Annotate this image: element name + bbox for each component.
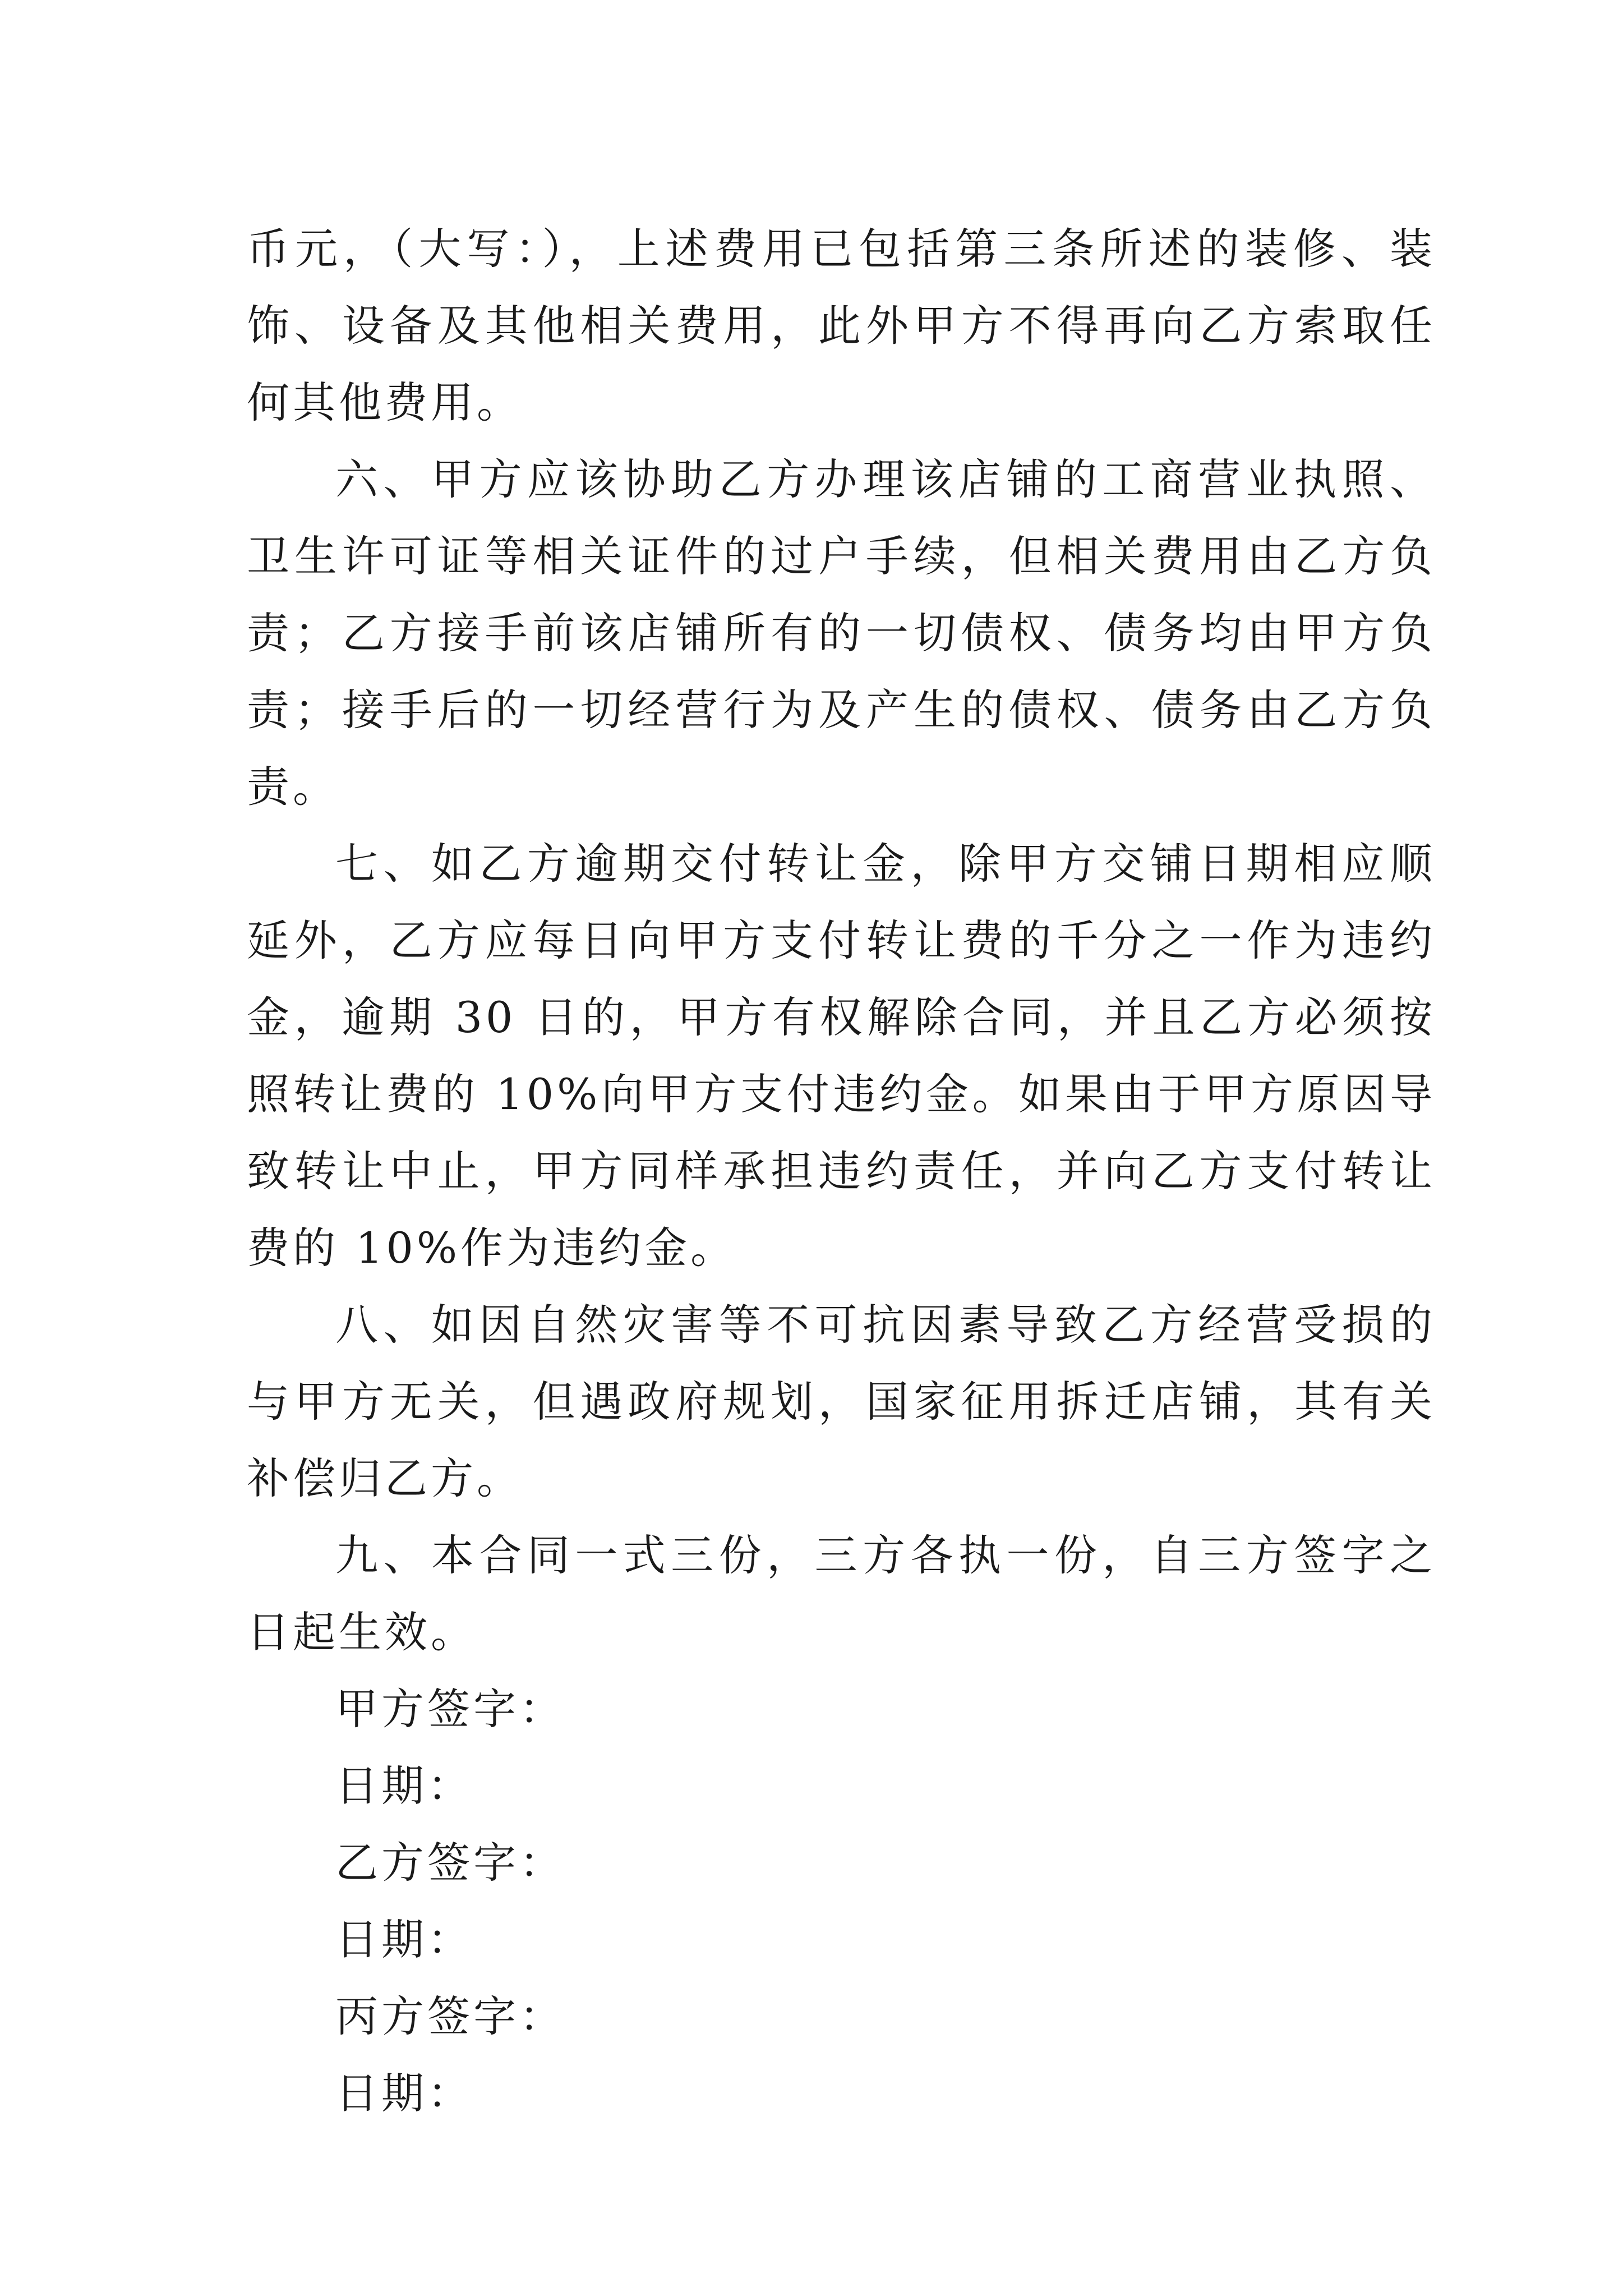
paragraph-clause-8: 八、如因自然灾害等不可抗因素导致乙方经营受损的与甲方无关，但遇政府规划，国家征用拆迁店铺，其有关补偿归乙方。	[247, 1300, 1436, 1503]
paragraph-clause-9: 九、本合同一式三份，三方各执一份，自三方签字之日起生效。	[247, 1530, 1436, 1657]
paragraph-fee-continuation: 币元，（大写：），上述费用已包括第三条所述的装修、装饰、设备及其他相关费用，此外甲方不得再向乙方索取任何其他费用。	[247, 224, 1436, 427]
party-a-date-label: 日期：	[335, 1761, 473, 1811]
signature-section	[247, 1671, 1436, 2132]
paragraph-clause-7: 七、如乙方逾期交付转让金，除甲方交铺日期相应顺延外，乙方应每日向甲方支付转让费的千分之一作为违约金，逾期 30 日的，甲方有权解除合同，并且乙方必须按照转让费的 10%向甲方支付违约金。如果由于甲方原因导致转让中止，甲方同样承担违约责任，并向乙方支付转让费的 10%作为违约金。	[247, 839, 1436, 1273]
party-c-date-label: 日期：	[335, 2068, 473, 2118]
party-c-signature-label: 丙方签字：	[335, 1991, 565, 2041]
contract-body	[247, 210, 1436, 2132]
paragraph-clause-6: 六、甲方应该协助乙方办理该店铺的工商营业执照、卫生许可证等相关证件的过户手续，但相关费用由乙方负责；乙方接手前该店铺所有的一切债权、债务均由甲方负责；接手后的一切经营行为及产生的债权、债务由乙方负责。	[247, 454, 1436, 812]
party-b-date-label: 日期：	[335, 1915, 473, 1964]
party-b-signature-label: 乙方签字：	[335, 1838, 565, 1888]
party-a-signature-label: 甲方签字：	[335, 1684, 565, 1734]
